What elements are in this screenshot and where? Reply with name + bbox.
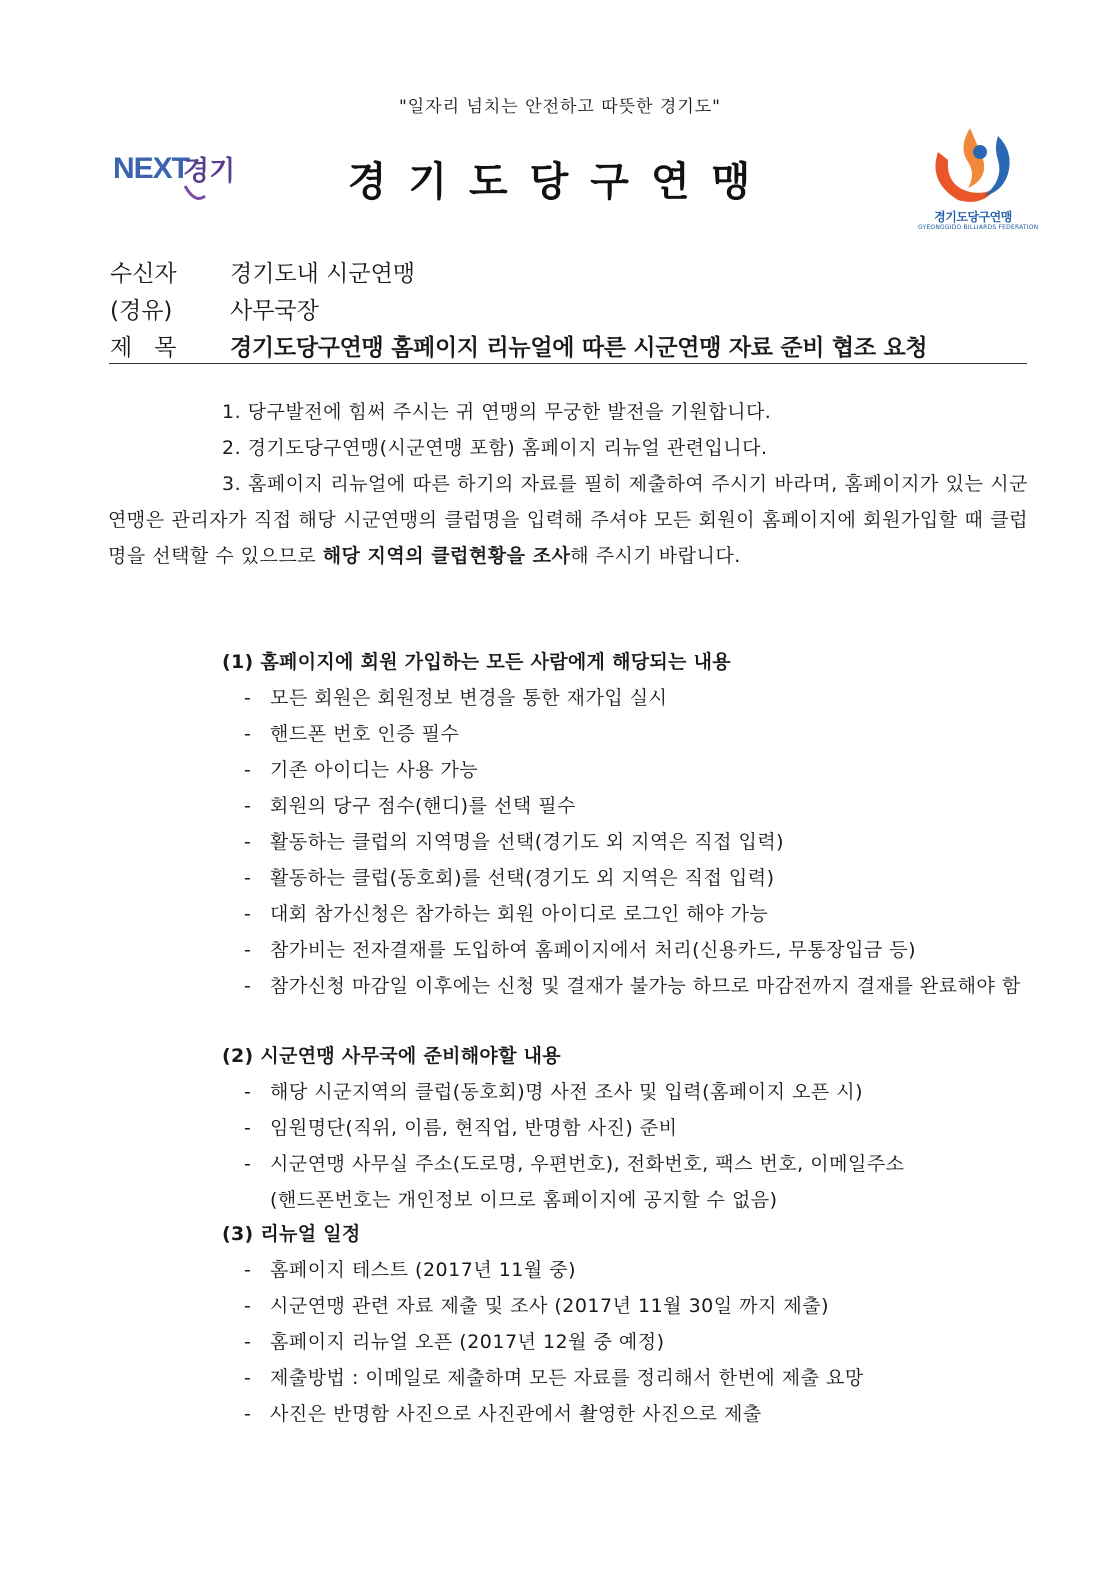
list-item-text: 사진은 반명함 사진으로 사진관에서 촬영한 사진으로 제출 [270, 1403, 762, 1425]
section-1 [108, 644, 1028, 1004]
list-item-text: 해당 시군지역의 클럽(동호회)명 사전 조사 및 입력(홈페이지 오픈 시) [270, 1081, 864, 1103]
header-divider [109, 363, 1027, 364]
list-item-text: 홈페이지 테스트 (2017년 11월 중) [270, 1259, 577, 1281]
paragraph-3-text-b: 해 주시기 바랍니다. [570, 545, 741, 567]
list-item-text: 활동하는 클럽(동호회)를 선택(경기도 외 지역은 직접 입력) [270, 867, 775, 889]
list-item [108, 1324, 1028, 1360]
list-item [108, 788, 1028, 824]
dash-mark: - [244, 867, 252, 889]
subject-label: 제목 [110, 335, 199, 361]
paragraph-3-emphasis: 해당 지역의 클럽현황을 조사 [322, 545, 571, 567]
list-item-text: 대회 참가신청은 참가하는 회원 아이디로 로그인 해야 가능 [270, 903, 769, 925]
list-item [108, 968, 1028, 1004]
list-item [108, 1360, 1028, 1396]
dash-mark: - [244, 723, 252, 745]
dash-mark: - [244, 1117, 252, 1139]
federation-logo [918, 122, 1039, 232]
list-item-text: 회원의 당구 점수(핸디)를 선택 필수 [270, 795, 576, 817]
list-item-text: 참가비는 전자결재를 도입하여 홈페이지에서 처리(신용카드, 무통장입금 등) [270, 939, 917, 961]
list-item [108, 1396, 1028, 1432]
recipient-row [110, 253, 1028, 290]
list-item [108, 1074, 1028, 1110]
dash-mark: - [244, 1259, 252, 1281]
list-item [108, 1146, 1028, 1182]
section-1-heading: (1) 홈페이지에 회원 가입하는 모든 사람에게 해당되는 내용 [222, 651, 731, 673]
list-item-continuation: (핸드폰번호는 개인정보 이므로 홈페이지에 공지할 수 없음) [270, 1189, 778, 1211]
dash-mark: - [244, 903, 252, 925]
paragraph-2: 2. 경기도당구연맹(시군연맹 포함) 홈페이지 리뉴얼 관련입니다. [222, 437, 768, 459]
paragraph-3-text-a: 3. 홈페이지 리뉴얼에 따른 하기의 자료를 필히 제출하여 주시기 바라며, 홈페이지가 있는 시군연맹은 관리자가 직접 해당 시군연맹의 클럽명을 입력해 주셔야 모든 회원이 홈페이지에 회원가입할 때 클럽명을 선택할 수 있으므로 [108, 473, 1028, 567]
list-item-text: 시군연맹 관련 자료 제출 및 조사 (2017년 11월 30일 까지 제출) [270, 1295, 830, 1317]
document-title: 경기도당구연맹 [347, 159, 773, 205]
document-header [110, 253, 1028, 364]
subject-value: 경기도당구연맹 홈페이지 리뉴얼에 따른 시군연맹 자료 준비 협조 요청 [230, 335, 928, 361]
list-item-text: 홈페이지 리뉴얼 오픈 (2017년 12월 중 예정) [270, 1331, 665, 1353]
list-item-text: 참가신청 마감일 이후에는 신청 및 결재가 불가능 하므로 마감전까지 결재를 완료해야 함 [270, 975, 1021, 997]
recipient-value: 경기도내 시군연맹 [230, 261, 416, 287]
list-item [108, 716, 1028, 752]
dash-mark: - [244, 759, 252, 781]
list-item [108, 1288, 1028, 1324]
dash-mark: - [244, 975, 252, 997]
subject-row [110, 327, 1028, 364]
list-item-text: 모든 회원은 회원정보 변경을 통한 재가입 실시 [270, 687, 668, 709]
dash-mark: - [244, 1403, 252, 1425]
dash-mark: - [244, 1295, 252, 1317]
via-value: 사무국장 [230, 298, 319, 324]
list-item-text: 핸드폰 번호 인증 필수 [270, 723, 460, 745]
list-item-text: 제출방법 : 이메일로 제출하며 모든 자료를 정리해서 한번에 제출 요망 [270, 1367, 864, 1389]
section-3-heading: (3) 리뉴얼 일정 [222, 1223, 361, 1245]
list-item-text: 활동하는 클럽의 지역명을 선택(경기도 외 지역은 직접 입력) [270, 831, 785, 853]
recipient-label: 수신자 [110, 261, 177, 287]
section-2 [108, 1038, 1028, 1218]
svg-text:NEXT: NEXT [113, 152, 190, 185]
federation-logo-text: 경기도당구연맹 [934, 210, 1012, 224]
list-item-text: 임원명단(직위, 이름, 현직업, 반명함 사진) 준비 [270, 1117, 678, 1139]
svg-text:경기: 경기 [183, 156, 236, 187]
list-item [108, 1110, 1028, 1146]
list-item [108, 932, 1028, 968]
federation-logo-subtext: GYEONGGIDO BILLIARDS FEDERATION [918, 224, 1039, 231]
dash-mark: - [244, 795, 252, 817]
section-3 [108, 1216, 1028, 1432]
dash-mark: - [244, 1081, 252, 1103]
via-label: (경유) [110, 298, 173, 324]
dash-mark: - [244, 1153, 252, 1175]
list-item-text: 기존 아이디는 사용 가능 [270, 759, 479, 781]
dash-mark: - [244, 831, 252, 853]
paragraph-1: 1. 당구발전에 힘써 주시는 귀 연맹의 무궁한 발전을 기원합니다. [222, 401, 772, 423]
list-item [108, 860, 1028, 896]
dash-mark: - [244, 1331, 252, 1353]
motto: "일자리 넘치는 안전하고 따뜻한 경기도" [398, 97, 721, 117]
via-row [110, 290, 1028, 327]
dash-mark: - [244, 687, 252, 709]
list-item-text: 시군연맹 사무실 주소(도로명, 우편번호), 전화번호, 팩스 번호, 이메일주소 [270, 1153, 905, 1175]
document-body [108, 394, 1028, 574]
list-item [108, 824, 1028, 860]
paragraph-3 [108, 466, 1028, 574]
section-2-heading: (2) 시군연맹 사무국에 준비해야할 내용 [222, 1045, 561, 1067]
flame-emblem-icon [918, 122, 1028, 208]
list-item [108, 896, 1028, 932]
list-item [108, 752, 1028, 788]
list-item [108, 1252, 1028, 1288]
dash-mark: - [244, 1367, 252, 1389]
list-item [108, 680, 1028, 716]
dash-mark: - [244, 939, 252, 961]
